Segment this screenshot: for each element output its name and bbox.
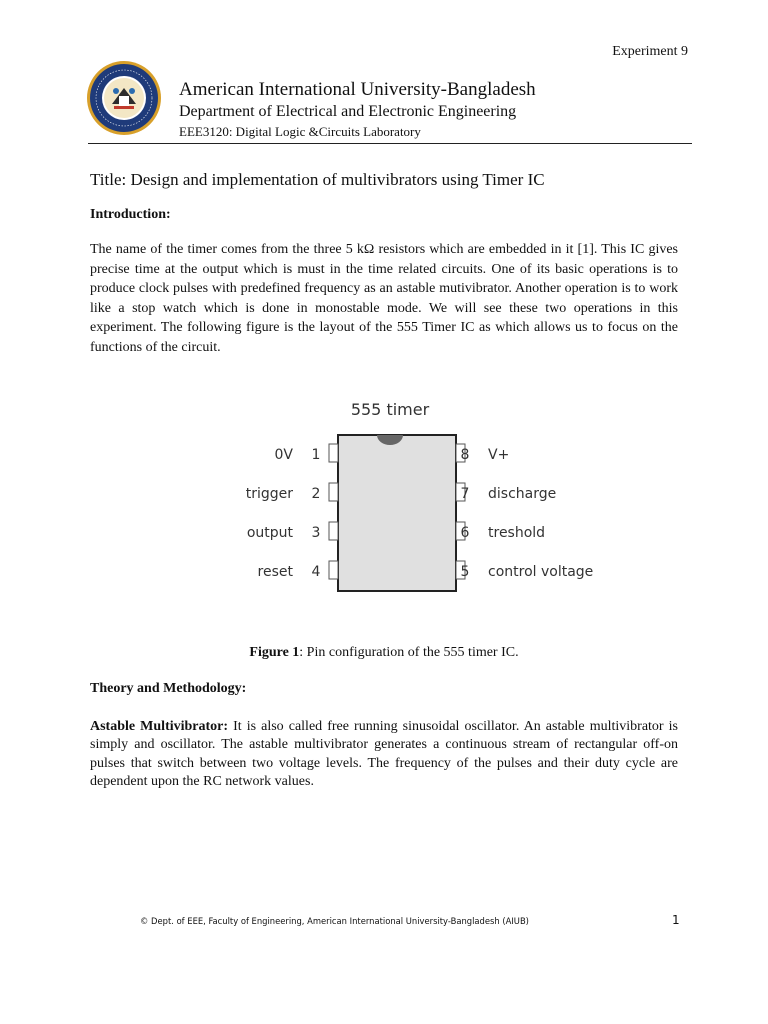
astable-paragraph [90,718,678,792]
left-pin-2 [246,483,338,502]
experiment-number: Experiment 9 [612,44,688,59]
page-number: 1 [672,913,680,927]
right-pin-8 [456,444,509,463]
figure-label: 555 timer [350,400,430,419]
figure-caption-text: : Pin configuration of the 555 timer IC. [299,645,519,660]
figure-caption [0,645,768,661]
right-pin-7-number: 7 [460,486,470,502]
left-pin-3-leg [329,522,338,540]
right-pin-5-name: control voltage [488,564,594,580]
figure-caption-label: Figure 1 [249,645,300,660]
left-pin-1-leg [329,444,338,462]
left-pin-3-name: output [246,525,293,541]
left-pin-2-number: 2 [311,486,321,502]
pin-diagram-555 [230,392,610,602]
ic-body [338,435,456,591]
theory-heading: Theory and Methodology: [90,681,247,696]
university-name: American International University-Bangladesh [179,79,536,100]
astable-text: It is also called free running sinusoidal oscillator. An astable multivibrator is simply and oscillator. The astable multivibrator generates a continuous stream of rectangular off-on pulses that switch between two voltage levels. The frequency of the pulses and their duty cycle are dependent upon the RC network values. [90,719,678,790]
introduction-heading: Introduction: [90,207,171,222]
introduction-paragraph: The name of the timer comes from the three 5 kΩ resistors which are embedded in it [1]. This IC gives precise time at the output which is must in the time related circuits. One of its basic operations is to produce clock pulses with predefined frequency as an astable mutivibrator. Another operation is to work like a stop watch which is done in monostable mode. We will see these two operations in this experiment. The following figure is the layout of the 555 Timer IC as which allows us to focus on the functions of the circuit. [90,242,678,355]
right-pin-6-name: treshold [488,525,546,541]
footer-copyright: © Dept. of EEE, Faculty of Engineering, American International University-Bangladesh (AIUB) [140,916,529,926]
left-pin-4-name: reset [257,564,293,580]
left-pin-3-number: 3 [311,525,321,541]
left-pin-1-number: 1 [311,447,321,463]
left-pin-4-leg [329,561,338,579]
university-logo [86,60,162,136]
course-name: EEE3120: Digital Logic &Circuits Laboratory [179,124,421,139]
right-pin-7-name: discharge [488,486,557,502]
department-name: Department of Electrical and Electronic Engineering [179,103,517,120]
header-divider [88,143,692,144]
right-pin-6-number: 6 [460,525,470,541]
left-pin-1-name: 0V [274,447,293,463]
left-pin-4-number: 4 [311,564,321,580]
right-pin-5-number: 5 [460,564,470,580]
right-pin-6 [456,522,545,541]
left-pin-2-name: trigger [245,486,293,502]
left-pin-4 [258,561,338,580]
document-title: Title: Design and implementation of multivibrators using Timer IC [90,170,545,189]
right-pin-5 [456,561,593,580]
right-pin-8-number: 8 [460,447,470,463]
astable-term: Astable Multivibrator: [90,719,229,734]
right-pin-8-name: V+ [488,447,510,463]
left-pin-2-leg [329,483,338,501]
left-pin-3 [247,522,338,541]
right-pin-7 [456,483,556,502]
left-pin-1 [275,444,338,463]
